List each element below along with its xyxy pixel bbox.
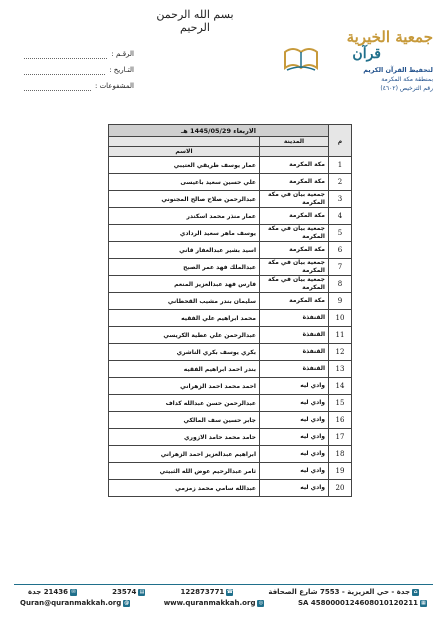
document-meta xyxy=(24,46,134,94)
logo-brand-line2: قرآن xyxy=(352,46,381,62)
row-name: عمار منذر محمد اسكندر xyxy=(109,208,260,225)
row-number: 12 xyxy=(329,344,352,361)
table-row xyxy=(109,480,352,497)
row-number: 6 xyxy=(329,242,352,259)
footer-iban: ▦ SA 4580000124608010120211 xyxy=(297,599,426,607)
col-name-header: الاسم xyxy=(109,147,260,157)
row-name: عبدالله سامي محمد زمزمي xyxy=(109,480,260,497)
row-name: عبدالرحمن حسن عبدالله كداف xyxy=(109,395,260,412)
table-row xyxy=(109,361,352,378)
row-name: بكري يوسف بكري الناشري xyxy=(109,344,260,361)
row-number: 18 xyxy=(329,446,352,463)
table-row xyxy=(109,208,352,225)
table-row xyxy=(109,310,352,327)
row-city: القنفذة xyxy=(260,361,329,378)
row-number: 4 xyxy=(329,208,352,225)
row-number: 15 xyxy=(329,395,352,412)
fax-icon: ▤ xyxy=(139,588,145,595)
row-name: اسيد بشير عبدالغفار قاني xyxy=(109,242,260,259)
footer-line-contact xyxy=(14,588,433,596)
row-name: فارس فهد عبدالعزيز المنعم xyxy=(109,276,260,293)
footer-address: ⌂ جدة - حي العزيزية - 7553 شارع الصحافة xyxy=(268,588,418,596)
row-city: مكة المكرمة xyxy=(260,208,329,225)
row-name: عبدالملك فهد عمر الصبح xyxy=(109,259,260,276)
row-city: وادي ليه xyxy=(260,480,329,497)
open-book-icon xyxy=(283,44,319,72)
association-logo xyxy=(283,26,433,94)
table-row xyxy=(109,174,352,191)
table-row xyxy=(109,242,352,259)
location-icon: ⌂ xyxy=(413,588,418,595)
table-body xyxy=(109,157,352,497)
col-city-header: المدينة xyxy=(260,137,329,147)
bank-icon: ▦ xyxy=(421,599,426,606)
row-number: 8 xyxy=(329,276,352,293)
table-date-header: الاربعاء 1445/05/29 هـ xyxy=(109,125,329,137)
table-row xyxy=(109,327,352,344)
table-row xyxy=(109,191,352,208)
mailbox-icon: ✉ xyxy=(71,588,76,595)
row-city: مكة المكرمة xyxy=(260,157,329,174)
row-city: وادي ليه xyxy=(260,463,329,480)
logo-brand-line1: جمعية الخيرية xyxy=(346,28,433,46)
table-row xyxy=(109,378,352,395)
ref-row xyxy=(24,46,134,62)
phone-icon: ☎ xyxy=(226,588,233,595)
row-city: وادي ليه xyxy=(260,429,329,446)
row-city: القنفذة xyxy=(260,344,329,361)
table-row xyxy=(109,157,352,174)
row-name: علي حسين سعيد باعيسى xyxy=(109,174,260,191)
row-city: جمعية بيان في مكة المكرمة xyxy=(260,259,329,276)
table-row xyxy=(109,446,352,463)
table-row xyxy=(109,344,352,361)
row-city: جمعية بيان في مكة المكرمة xyxy=(260,191,329,208)
row-number: 7 xyxy=(329,259,352,276)
ref-line xyxy=(24,50,107,59)
col-number-header: م xyxy=(329,125,352,157)
email-icon: @ xyxy=(124,599,130,606)
row-number: 3 xyxy=(329,191,352,208)
row-city: وادي ليه xyxy=(260,412,329,429)
row-number: 1 xyxy=(329,157,352,174)
row-number: 16 xyxy=(329,412,352,429)
row-number: 19 xyxy=(329,463,352,480)
footer-fax: ▤ 23574 xyxy=(112,588,145,596)
row-name: احمد محمد احمد الزهراني xyxy=(109,378,260,395)
row-city: وادي ليه xyxy=(260,446,329,463)
row-city: مكة المكرمة xyxy=(260,174,329,191)
date-label: التـاريخ : xyxy=(109,66,134,74)
globe-icon: ◎ xyxy=(258,599,264,606)
row-city: وادي ليه xyxy=(260,395,329,412)
row-number: 13 xyxy=(329,361,352,378)
row-number: 17 xyxy=(329,429,352,446)
row-name: عمار يوسف طريقي العتيبي xyxy=(109,157,260,174)
row-number: 10 xyxy=(329,310,352,327)
row-name: يوسف ماهر سعيد الردادي xyxy=(109,225,260,242)
basmala-calligraphy: بسم الله الرحمن الرحيم xyxy=(156,8,234,34)
ref-label: الرقـم : xyxy=(111,50,134,58)
logo-license: رقم الترخيص (٤٦٠٢) xyxy=(380,85,433,92)
footer-email[interactable]: @ Quran@quranmakkah.org xyxy=(20,599,130,607)
attachments-label: المشفوعات : xyxy=(94,82,134,90)
table-row xyxy=(109,225,352,242)
footer-website[interactable]: ◎ www.quranmakkah.org xyxy=(163,599,264,607)
row-city: القنفذة xyxy=(260,310,329,327)
table-row xyxy=(109,259,352,276)
row-name: جابر حسين سف المالكي xyxy=(109,412,260,429)
footer-divider xyxy=(14,584,433,585)
date-row xyxy=(24,62,134,78)
footer-line-online xyxy=(14,596,433,607)
footer-pobox: ✉ 21436 جدة xyxy=(28,588,76,596)
row-name: عبدالرحمن صلاح صالح المجنوني xyxy=(109,191,260,208)
row-city: مكة المكرمة xyxy=(260,293,329,310)
row-name: ابراهيم عبدالعزيز احمد الزهراني xyxy=(109,446,260,463)
row-name: سليمان بندر مشيب القحطاني xyxy=(109,293,260,310)
logo-region: بمنطقة مكة المكرمة xyxy=(381,76,433,83)
row-name: بندر احمد ابراهيم الفقيه xyxy=(109,361,260,378)
date-line xyxy=(24,66,105,75)
attachments-row xyxy=(24,78,134,94)
row-number: 14 xyxy=(329,378,352,395)
table-row xyxy=(109,293,352,310)
participants-table xyxy=(108,124,352,497)
table-row xyxy=(109,276,352,293)
row-name: محمد ابراهيم علي الفقيه xyxy=(109,310,260,327)
col-city-spacer xyxy=(260,147,329,157)
row-number: 11 xyxy=(329,327,352,344)
table-row xyxy=(109,463,352,480)
row-number: 5 xyxy=(329,225,352,242)
row-city: مكة المكرمة xyxy=(260,242,329,259)
row-city: القنفذة xyxy=(260,327,329,344)
table-row xyxy=(109,429,352,446)
row-number: 2 xyxy=(329,174,352,191)
row-name: عبدالرحمن علي عطية الكريسي xyxy=(109,327,260,344)
row-city: جمعية بيان في مكة المكرمة xyxy=(260,276,329,293)
logo-subtitle: لتحفيظ القرآن الكريم xyxy=(363,66,433,74)
row-number: 20 xyxy=(329,480,352,497)
row-name: حامد محمد حامد الازوري xyxy=(109,429,260,446)
table-row xyxy=(109,412,352,429)
row-city: جمعية بيان في مكة المكرمة xyxy=(260,225,329,242)
page-footer xyxy=(14,584,433,607)
col-name-spacer xyxy=(109,137,260,147)
row-number: 9 xyxy=(329,293,352,310)
attachments-line xyxy=(24,82,91,91)
row-name: ثامر عبدالرحيم عوض الله الثبيتي xyxy=(109,463,260,480)
footer-phone: ☎ 122873771 xyxy=(180,588,233,596)
row-city: وادي ليه xyxy=(260,378,329,395)
table-row xyxy=(109,395,352,412)
